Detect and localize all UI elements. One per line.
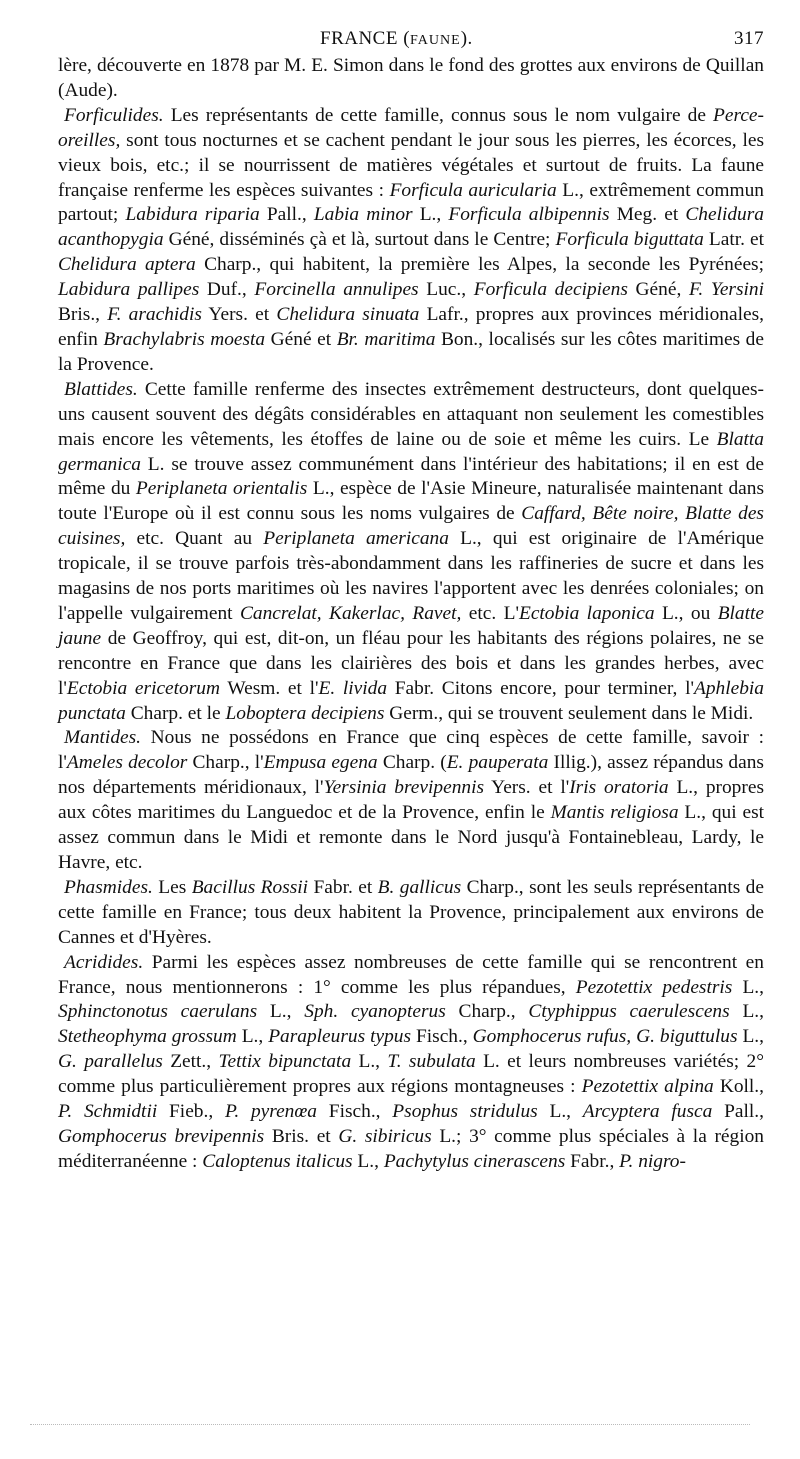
italic-term: T. subulata (387, 1051, 476, 1073)
paragraph-forficulides (58, 104, 764, 378)
italic-term: Parapleurus typus (268, 1026, 412, 1048)
text-run: Zett., (162, 1051, 219, 1073)
italic-term: Bacillus Rossii (191, 876, 309, 898)
running-header (58, 28, 764, 54)
text-run: Les (152, 876, 192, 898)
text-run: Fabr. Citons encore, pour terminer, l' (387, 677, 694, 699)
text-run: Les représentants de cette famille, connus sous le nom vulgaire de (163, 104, 714, 126)
italic-term: B. gallicus (377, 876, 462, 898)
italic-term: Loboptera decipiens (225, 702, 385, 724)
italic-term: Forficula biguttata (555, 229, 704, 251)
text-run: L., (236, 1026, 269, 1048)
text-run: Pall., (259, 204, 314, 226)
italic-term: Labidura riparia (125, 204, 260, 226)
italic-term: Psophus stridulus (392, 1101, 538, 1123)
italic-term: Sph. cyanopterus (304, 1001, 446, 1023)
paragraph-intro (58, 54, 764, 104)
text-run: L.; 3° comme plus spéciales à la région méditerranéenne : (58, 1125, 764, 1172)
italic-term: Arcyptera fusca (582, 1101, 713, 1123)
italic-term: Tettix bipunctata (218, 1051, 352, 1073)
italic-term: Sphinctonotus caerulans (58, 1001, 258, 1023)
text-run: Wesm. et l' (220, 677, 319, 699)
text-run: Pall., (712, 1101, 764, 1123)
italic-term: Blatta germanica (58, 428, 764, 475)
italic-term: Aphlebia punctata (58, 677, 764, 724)
italic-term: Mantis religiosa (550, 802, 679, 824)
italic-term: Acridides. (64, 951, 144, 973)
text-run: L. se trouve assez communément dans l'intérieur des habitations; il en est de même du (58, 453, 764, 500)
paragraph-blattides (58, 378, 764, 727)
text-run: Koll., (713, 1076, 764, 1098)
italic-term: Br. maritima (336, 328, 436, 350)
italic-term: Ameles decolor (66, 752, 188, 774)
text-run: Charp., qui habitent, la première les Alpes, la seconde les Pyrénées; (195, 254, 764, 276)
text-run: Parmi les espèces assez nombreuses de cette famille qui se rencontrent en France, nous mentionnerons : 1° comme les plus répandues, (58, 951, 764, 998)
text-run: L., (732, 976, 764, 998)
italic-term: Iris oratoria (569, 777, 669, 799)
italic-term: Chelidura acanthopygia (58, 204, 764, 251)
text-run: Bon., localisés sur les côtes maritimes de la Provence. (58, 328, 764, 375)
italic-term: Periplaneta americana (263, 528, 449, 550)
text-run: L., espèce de l'Asie Mineure, naturalisée maintenant dans toute l'Europe où il est connu sous les noms vulgaires de (58, 478, 765, 525)
italic-term: Cancrelat, Kakerlac, Ravet, (239, 602, 462, 624)
text-run: Meg. et (609, 204, 686, 226)
italic-term: E. livida (318, 677, 388, 699)
italic-term: Forficulides. (64, 104, 164, 126)
text-run: L., extrêmement commun partout; (58, 179, 764, 226)
text-run: L., (737, 1026, 764, 1048)
paragraph-mantides (58, 726, 764, 875)
text-run: Charp. ( (377, 752, 447, 774)
text-run: L., qui est assez commun dans le Midi et remonte dans le Nord jusqu'à Fontainebleau, Lardy, le Havre, etc. (58, 802, 765, 873)
text-run: Charp., (445, 1001, 529, 1023)
italic-term: Forcinella annulipes (254, 279, 419, 301)
text-run: Bris. et (264, 1125, 339, 1147)
italic-term: P. Schmidtii (58, 1101, 158, 1123)
text-run: L., (352, 1150, 384, 1172)
italic-term: F. arachidis (107, 304, 202, 326)
italic-term: Ctyphippus caerulescens (528, 1001, 730, 1023)
italic-term: Chelidura sinuata (276, 304, 420, 326)
text-run: L., (412, 204, 449, 226)
text-run: de Geoffroy, qui est, dit-on, un fléau pour les habitants des régions polaires, ne se rencontre en France que dans les clairières des bois et dans les grandes herbes, avec l' (58, 627, 764, 699)
running-title-main: FRANCE ( (320, 28, 411, 49)
running-title-small-caps: FAUNE (410, 33, 461, 48)
italic-term: Blattides. (64, 378, 138, 400)
text-run: etc. L' (461, 602, 519, 624)
italic-term: G. biguttulus (636, 1026, 738, 1048)
text-run: L., (537, 1101, 583, 1123)
text-run: Nous ne possédons en France que cinq espèces de cette famille, savoir : l' (58, 727, 764, 774)
italic-term: Pachytylus cinerascens (383, 1150, 566, 1172)
paragraph-phasmides (58, 876, 764, 951)
running-title (320, 28, 473, 50)
text-run: lère, découverte en 1878 par M. E. Simon dans le fond des grottes aux environs de Quillan (Aude). (58, 55, 764, 101)
italic-term: P. pyrenœa (224, 1101, 318, 1123)
italic-term: E. pauperata (446, 752, 549, 774)
running-title-end: ). (460, 28, 473, 49)
italic-term: Ectobia laponica (518, 602, 655, 624)
text-run: Yers. et (201, 304, 277, 326)
text-run: Duf., (199, 279, 255, 301)
text-run: Fisch., (411, 1026, 473, 1048)
italic-term: Pezotettix pedestris (575, 976, 733, 998)
text-run: sont tous nocturnes et se cachent pendant le jour sous les pierres, les écorces, les vieux bois, etc.; il se nourrissent de matières végétales et surtout de fruits. La faune française renferme les espèces suivantes : (58, 129, 764, 201)
italic-term: Periplaneta orientalis (135, 478, 308, 500)
text-run: Géné et (265, 328, 337, 350)
text-run: Illig.), assez répandus dans nos départements méridionaux, l' (58, 752, 764, 799)
text-run: Fieb., (157, 1101, 225, 1123)
text-run: L., (729, 1001, 764, 1023)
italic-term: Labidura pallipes (58, 279, 200, 301)
italic-term: Perce-oreilles, (58, 104, 764, 151)
text-run: Fabr. et (308, 876, 378, 898)
italic-term: Labia minor (313, 204, 413, 226)
italic-term: Caloptenus italicus (202, 1150, 353, 1172)
italic-term: Pezotettix alpina (581, 1076, 714, 1098)
italic-term: Forficula albipennis (448, 204, 610, 226)
paragraph-acridides (58, 951, 764, 1175)
italic-term: Ectobia ericetorum (66, 677, 220, 699)
italic-term: Brachylabris moesta (103, 328, 266, 350)
italic-term: G. parallelus (58, 1051, 163, 1073)
text-run: Lafr., propres aux provinces méridionales, enfin (58, 304, 764, 350)
document-page (58, 28, 764, 1175)
italic-term: Forficula auricularia (389, 179, 557, 201)
page-number: 317 (734, 28, 764, 49)
italic-term: Forficula decipiens (473, 279, 628, 301)
italic-term: Phasmides. (64, 876, 153, 898)
italic-term: P. nigro- (619, 1150, 686, 1172)
text-run: Charp. et le (125, 702, 226, 724)
italic-term: G. sibiricus (338, 1125, 432, 1147)
text-run: L., (257, 1001, 305, 1023)
italic-term: F. Yersini (688, 279, 764, 301)
text-run: L. et leurs nombreuses variétés; 2° comme plus particulièrement propres aux régions montagneuses : (58, 1051, 764, 1098)
text-run: L., propres aux côtes maritimes du Languedoc et de la Provence, enfin le (58, 777, 764, 824)
italic-term: Chelidura aptera (58, 254, 196, 276)
text-run: Germ., qui se trouvent seulement dans le Midi. (384, 702, 754, 724)
text-run: Fisch., (317, 1101, 393, 1123)
text-run: Charp., l' (187, 752, 264, 774)
text-run: Charp., sont les seuls représentants de cette famille en France; tous deux habitent la Provence, principalement aux environs de Cannes et d'Hyères. (58, 876, 764, 948)
text-run: L., ou (654, 602, 718, 624)
text-run: Yers. et l' (484, 777, 570, 799)
text-run: Géné, disséminés çà et là, surtout dans le Centre; (163, 229, 556, 251)
italic-term: Blatte jaune (58, 602, 764, 649)
text-run: etc. Quant au (125, 528, 264, 550)
text-run: L., qui est originaire de l'Amérique tropicale, il se trouve parfois très-abondamment dans les raffineries de sucre et dans les magasins de nos ports maritimes où les navires l'apportent avec les denrées coloniales; on l'appelle vulgairement (58, 528, 764, 624)
italic-term: Empusa egena (263, 752, 378, 774)
italic-term: Stetheophyma grossum (58, 1026, 237, 1048)
text-run: L., (351, 1051, 388, 1073)
italic-term: Yersinia brevipennis (323, 777, 485, 799)
text-run: Latr. et (703, 229, 765, 251)
body-text (58, 54, 764, 1175)
italic-term: Gomphocerus rufus, (472, 1026, 632, 1048)
text-run: Bris., (58, 304, 108, 326)
italic-term: Gomphocerus brevipennis (58, 1125, 265, 1147)
italic-term: Mantides. (64, 727, 142, 749)
text-run: Fabr., (565, 1150, 620, 1172)
text-run: Cette famille renferme des insectes extrêmement destructeurs, dont quelques-uns causent souvent des dégâts considérables en attaquant non seulement les comestibles mais encore les vêtements, les étoffes de laine ou de soie et même les cuirs. Le (58, 378, 764, 450)
text-run: Luc., (418, 279, 474, 301)
text-run: Géné, (627, 279, 689, 301)
bottom-dotted-rule (30, 1424, 750, 1427)
italic-term: Caffard, Bête noire, Blatte des cuisines, (58, 503, 764, 550)
